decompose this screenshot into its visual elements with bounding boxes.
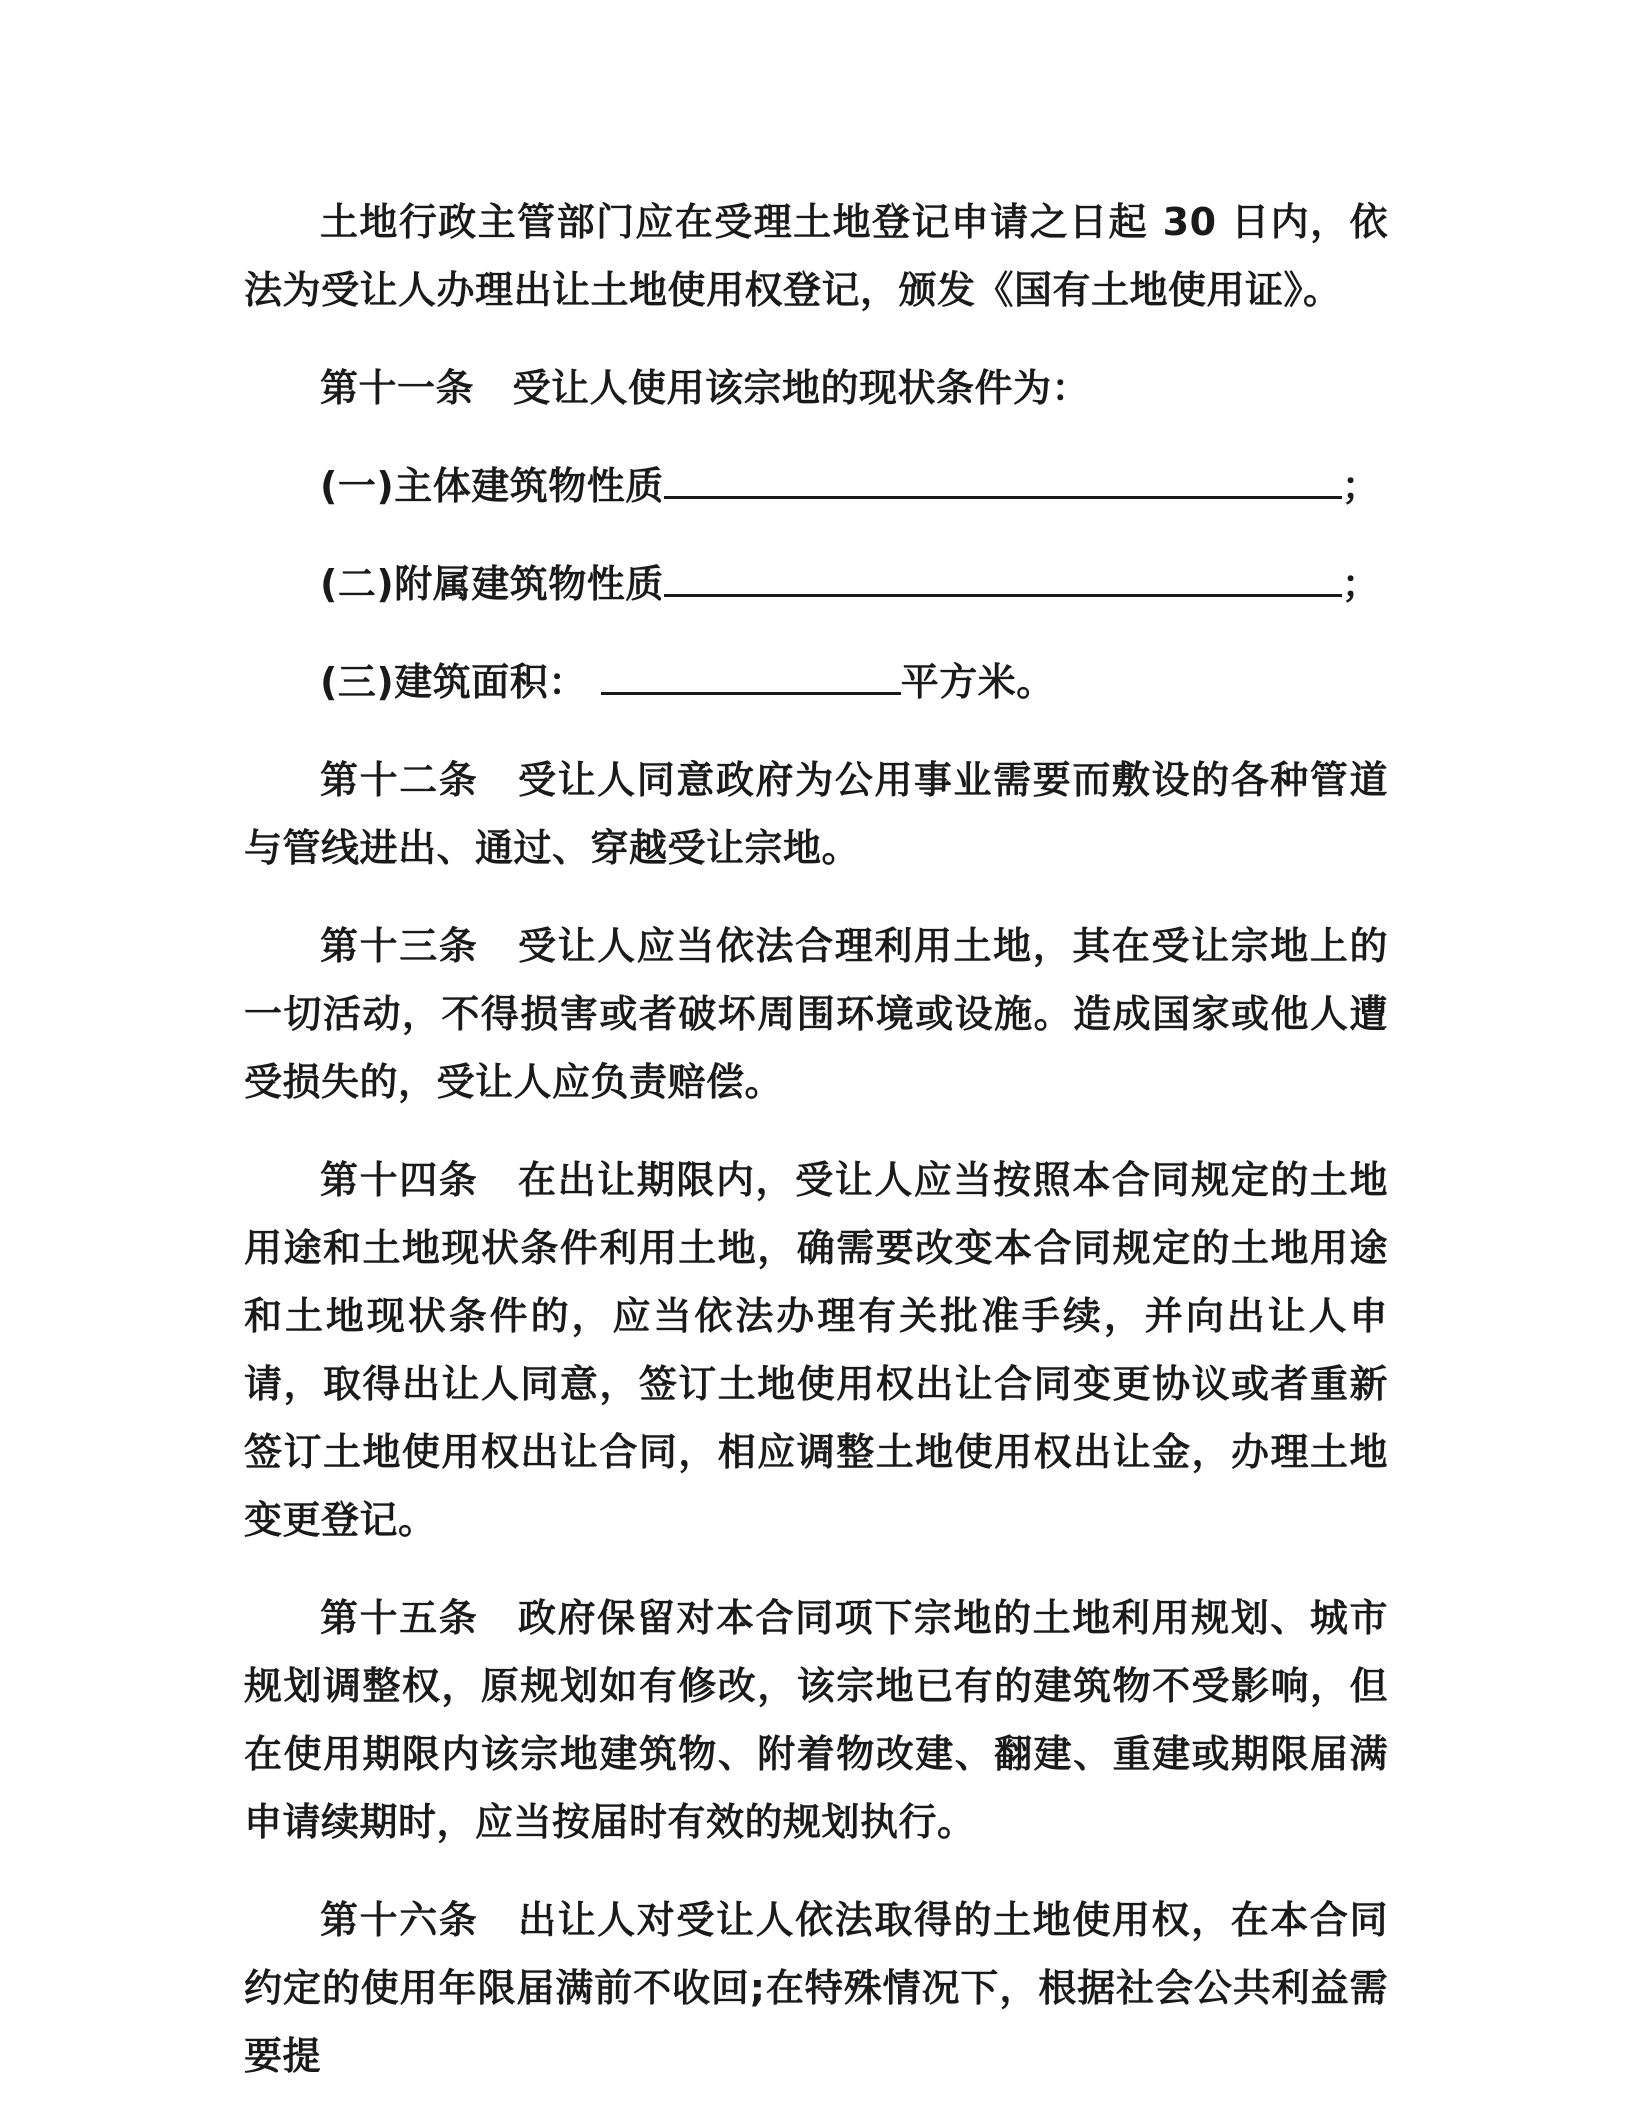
item-2-auxiliary-building bbox=[244, 550, 1388, 618]
item-3-blank-line bbox=[601, 658, 901, 695]
item-2-label: (二)附属建筑物性质 bbox=[320, 562, 664, 606]
article-14-paragraph: 第十四条 在出让期限内，受让人应当按照本合同规定的土地用途和土地现状条件利用土地，确需要改变本合同规定的土地用途和土地现状条件的，应当依法办理有关批准手续，并向出让人申请，取得出让人同意，签订土地使用权出让合同变更协议或者重新签订土地使用权出让合同，相应调整土地使用权出让金，办理土地变更登记。 bbox=[244, 1158, 1388, 1542]
item-1-punctuation: ； bbox=[1341, 464, 1381, 508]
item-3-unit: 平方米。 bbox=[900, 660, 1055, 704]
item-3-label: (三)建筑面积： bbox=[320, 660, 587, 704]
item-1-main-building bbox=[244, 452, 1388, 520]
item-3-building-area bbox=[244, 648, 1388, 716]
article-11-heading: 第十一条 受让人使用该宗地的现状条件为： bbox=[320, 366, 1091, 410]
item-1-label: (一)主体建筑物性质 bbox=[320, 464, 664, 508]
item-1-blank-line bbox=[664, 462, 1342, 499]
item-2-blank-line bbox=[664, 560, 1342, 597]
article-13-paragraph: 第十三条 受让人应当依法合理利用土地，其在受让宗地上的一切活动，不得损害或者破坏周围环境或设施。造成国家或他人遭受损失的，受让人应负责赔偿。 bbox=[244, 924, 1388, 1104]
article-16-paragraph: 第十六条 出让人对受让人依法取得的土地使用权，在本合同约定的使用年限届满前不收回;在特殊情况下，根据社会公共利益需要提 bbox=[244, 1898, 1388, 2078]
contract-body bbox=[244, 188, 1388, 2090]
article-12-paragraph: 第十二条 受让人同意政府为公用事业需要而敷设的各种管道与管线进出、通过、穿越受让宗地。 bbox=[244, 758, 1388, 870]
item-2-punctuation: ； bbox=[1341, 562, 1381, 606]
intro-paragraph: 土地行政主管部门应在受理土地登记申请之日起 30 日内，依法为受让人办理出让土地使用权登记，颁发《国有土地使用证》。 bbox=[244, 200, 1388, 312]
article-15-paragraph: 第十五条 政府保留对本合同项下宗地的土地利用规划、城市规划调整权，原规划如有修改，该宗地已有的建筑物不受影响，但在使用期限内该宗地建筑物、附着物改建、翻建、重建或期限届满申请续期时，应当按届时有效的规划执行。 bbox=[244, 1596, 1388, 1844]
